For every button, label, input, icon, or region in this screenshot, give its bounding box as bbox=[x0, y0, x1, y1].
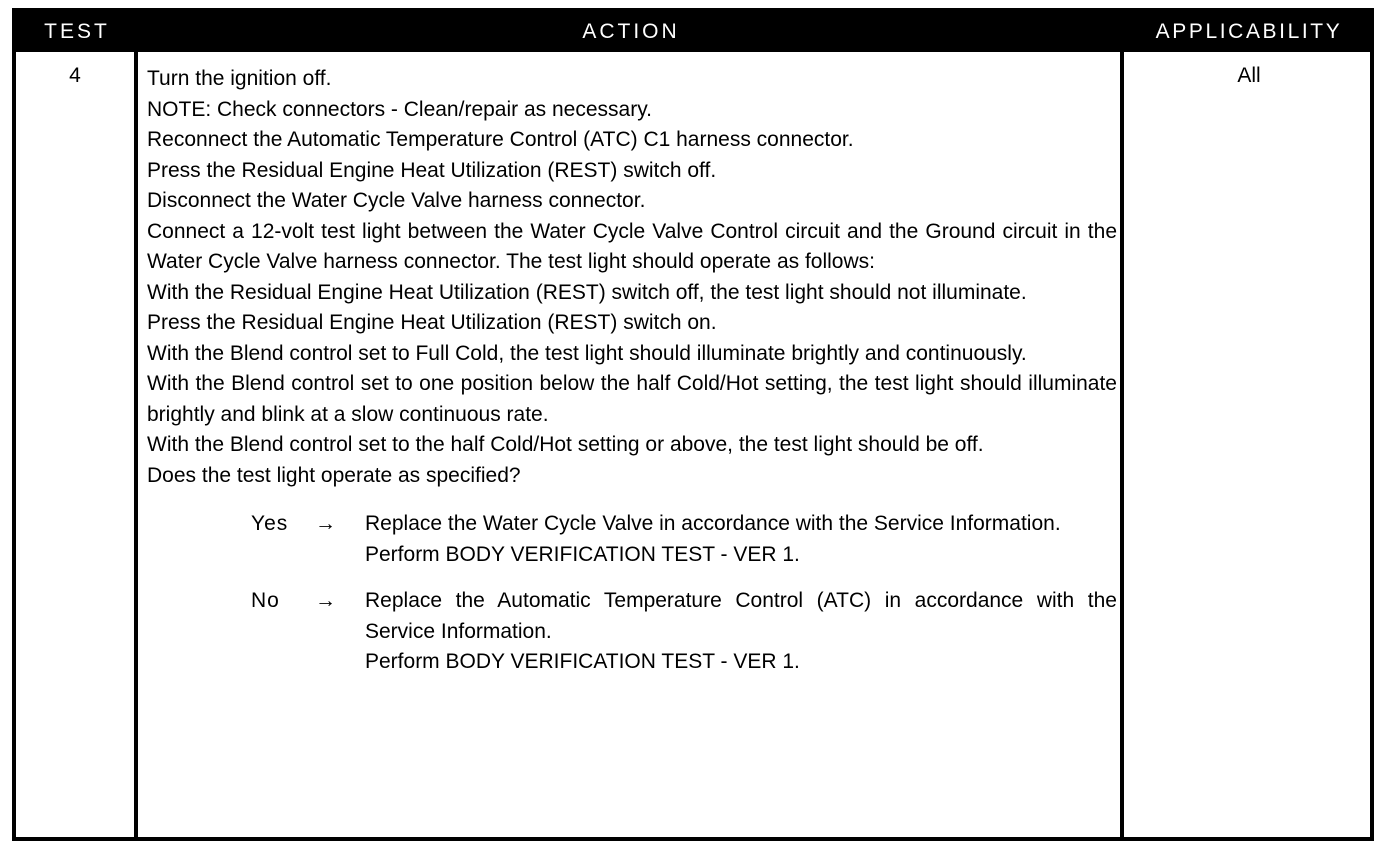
step-question: Does the test light operate as specified? bbox=[147, 463, 521, 487]
column-divider bbox=[134, 52, 138, 837]
step-text: Connect a 12-volt test light between the Water Cycle Valve Control circuit and the Ground circuit in the Water Cycle Valve harness connector. The test light should operate as follows: bbox=[147, 219, 1117, 273]
no-instructions bbox=[365, 586, 1117, 678]
yes-line: Replace the Water Cycle Valve in accordance with the Service Information. bbox=[365, 512, 1061, 535]
no-line: Perform BODY VERIFICATION TEST - VER 1. bbox=[365, 650, 800, 673]
right-arrow-icon: → bbox=[315, 589, 336, 612]
step-text: Reconnect the Automatic Temperature Control (ATC) C1 harness connector. bbox=[147, 128, 854, 151]
header-test: TEST bbox=[44, 20, 110, 43]
no-label: No bbox=[251, 589, 280, 612]
test-number: 4 bbox=[69, 64, 81, 87]
column-divider bbox=[1120, 52, 1124, 837]
table-header bbox=[16, 12, 1370, 52]
applicability-value: All bbox=[1237, 64, 1261, 87]
step-text: With the Blend control set to the half Cold/Hot setting or above, the test light should be off. bbox=[147, 433, 984, 456]
step-text: With the Residual Engine Heat Utilization (REST) switch off, the test light should not illuminate. bbox=[147, 280, 1027, 304]
step-text: Disconnect the Water Cycle Valve harness connector. bbox=[147, 189, 646, 212]
header-applicability: APPLICABILITY bbox=[1155, 20, 1343, 43]
outcome-yes bbox=[147, 509, 1117, 570]
step-text: With the Blend control set to Full Cold, the test light should illuminate brightly and continuously. bbox=[147, 341, 1027, 365]
yes-label: Yes bbox=[251, 512, 289, 535]
yes-instructions bbox=[365, 509, 1117, 570]
no-line: Replace the Automatic Temperature Control (ATC) in accordance with the Service Information. bbox=[365, 589, 1117, 643]
yes-line: Perform BODY VERIFICATION TEST - VER 1. bbox=[365, 542, 800, 566]
action-cell bbox=[147, 64, 1117, 694]
step-text: Press the Residual Engine Heat Utilization (REST) switch on. bbox=[147, 311, 717, 334]
step-text: NOTE: Check connectors - Clean/repair as necessary. bbox=[147, 97, 652, 121]
outcome-no bbox=[147, 586, 1117, 678]
step-text: Turn the ignition off. bbox=[147, 67, 332, 90]
step-text: Press the Residual Engine Heat Utilization (REST) switch off. bbox=[147, 158, 717, 182]
outcomes bbox=[147, 509, 1117, 678]
diagnostic-table bbox=[12, 8, 1374, 841]
step-text: With the Blend control set to one position below the half Cold/Hot setting, the test light should illuminate brightly and blink at a slow continuous rate. bbox=[147, 372, 1117, 426]
right-arrow-icon: → bbox=[315, 512, 336, 535]
header-action: ACTION bbox=[582, 20, 680, 43]
